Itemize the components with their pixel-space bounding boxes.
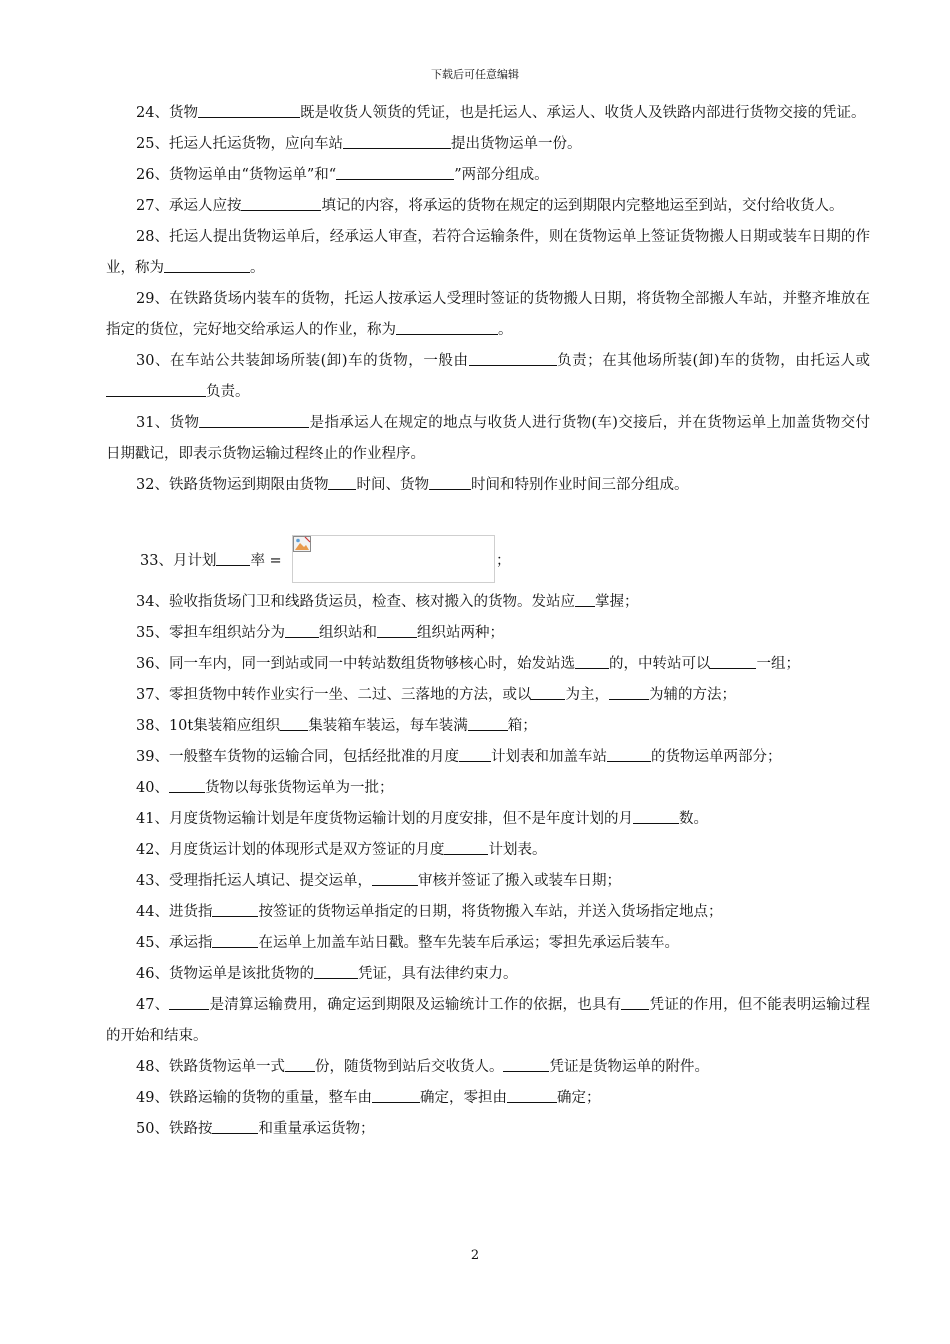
answer-blank[interactable] xyxy=(285,623,319,638)
question-45: 45、承运指 在运单上加盖车站日戳。整车先装车后承运；零担先承运后装车。 xyxy=(136,935,679,951)
answer-blank[interactable] xyxy=(336,165,454,180)
question-41: 41、月度货物运输计划是年度货物运输计划的月度安排，但不是年度计划的月 数。 xyxy=(136,811,708,827)
spacer xyxy=(106,501,870,535)
answer-blank[interactable] xyxy=(609,685,649,700)
answer-blank[interactable] xyxy=(343,134,451,149)
formula-image-placeholder xyxy=(292,535,495,583)
question-33: 33、月计划 率 = ； xyxy=(106,535,870,587)
answer-blank[interactable] xyxy=(621,995,649,1010)
question-25: 25、托运人托运货物，应向车站 提出货物运单一份。 xyxy=(136,136,582,152)
answer-blank[interactable] xyxy=(377,623,417,638)
answer-blank[interactable] xyxy=(372,1088,420,1103)
answer-blank[interactable] xyxy=(607,747,651,762)
answer-blank[interactable] xyxy=(469,351,557,366)
question-36: 36、同一车内，同一到站或同一中转站数组货物够核心时，始发站选 的，中转站可以 一组； xyxy=(136,656,800,672)
question-42: 42、月度货运计划的体现形式是双方签证的月度 计划表。 xyxy=(136,842,547,858)
answer-blank[interactable] xyxy=(314,964,358,979)
answer-blank[interactable] xyxy=(444,840,488,855)
answer-blank[interactable] xyxy=(372,871,418,886)
question-34: 34、验收指货场门卫和线路货运员，检查、核对搬入的货物。发站应 掌握； xyxy=(136,594,639,610)
question-24: 24、货物 既是收货人领货的凭证，也是托运人、承运人、收货人及铁路内部进行货物交接的凭证。 xyxy=(136,105,866,121)
question-50: 50、铁路按 和重量承运货物； xyxy=(136,1121,375,1137)
answer-blank[interactable] xyxy=(198,103,300,118)
answer-blank[interactable] xyxy=(169,995,209,1010)
broken-image-icon xyxy=(293,536,311,552)
answer-blank[interactable] xyxy=(328,475,356,490)
page-header: 下载后可任意编辑 xyxy=(431,68,519,81)
answer-blank[interactable] xyxy=(280,716,308,731)
question-43: 43、受理指托运人填记、提交运单， 审核并签证了搬入或装车日期； xyxy=(136,873,621,889)
answer-blank[interactable] xyxy=(507,1088,557,1103)
answer-blank[interactable] xyxy=(575,592,595,607)
answer-blank[interactable] xyxy=(285,1057,315,1072)
question-39: 39、一般整车货物的运输合同，包括经批准的月度 计划表和加盖车站 的货物运单两部分； xyxy=(136,749,782,765)
question-47: 47、 是清算运输费用，确定运到期限及运输统计工作的依据，也具有 凭证的作用，但不能表明运输过程的开始和结束。 xyxy=(106,997,871,1044)
question-37: 37、零担货物中转作业实行一坐、二过、三落地的方法，或以 为主， 为辅的方法； xyxy=(136,687,736,703)
question-list xyxy=(106,98,870,1145)
answer-blank[interactable] xyxy=(575,654,609,669)
question-27: 27、承运人应按 填记的内容，将承运的货物在规定的运到期限内完整地运至到站，交付给收货人。 xyxy=(136,198,844,214)
question-28: 28、托运人提出货物运单后，经承运人审查，若符合运输条件，则在货物运单上签证货物搬人日期或装车日期的作业，称为 。 xyxy=(106,229,870,276)
answer-blank[interactable] xyxy=(199,413,309,428)
answer-blank[interactable] xyxy=(212,933,258,948)
answer-blank[interactable] xyxy=(396,320,498,335)
question-46: 46、货物运单是该批货物的 凭证，具有法律约束力。 xyxy=(136,966,518,982)
answer-blank[interactable] xyxy=(216,551,250,566)
question-26: 26、货物运单由“货物运单”和“ ”两部分组成。 xyxy=(136,167,549,183)
question-44: 44、进货指 按签证的货物运单指定的日期，将货物搬入车站，并送入货场指定地点； xyxy=(136,904,723,920)
answer-blank[interactable] xyxy=(106,382,206,397)
answer-blank[interactable] xyxy=(531,685,565,700)
question-48: 48、铁路货物运单一式 份，随货物到站后交收货人。 凭证是货物运单的附件。 xyxy=(136,1059,709,1075)
question-38: 38、10t集装箱应组织 集装箱车装运，每车装满 箱； xyxy=(136,718,537,734)
page-number: 2 xyxy=(470,1248,480,1263)
question-31: 31、货物 是指承运人在规定的地点与收货人进行货物(车)交接后，并在货物运单上加盖货物交付日期戳记，即表示货物运输过程终止的作业程序。 xyxy=(106,415,871,462)
question-29: 29、在铁路货场内装车的货物，托运人按承运人受理时签证的货物搬人日期，将货物全部搬人车站，并整齐堆放在指定的货位，完好地交给承运人的作业，称为 。 xyxy=(106,291,870,338)
answer-blank[interactable] xyxy=(429,475,471,490)
question-33-label: 33、月计划 率 = xyxy=(140,553,282,569)
answer-blank[interactable] xyxy=(212,1119,258,1134)
answer-blank[interactable] xyxy=(212,902,258,917)
question-32: 32、铁路货物运到期限由货物 时间、货物 时间和特别作业时间三部分组成。 xyxy=(136,477,689,493)
question-49: 49、铁路运输的货物的重量，整车由 确定，零担由 确定； xyxy=(136,1090,601,1106)
answer-blank[interactable] xyxy=(468,716,508,731)
question-30: 30、在车站公共装卸场所装(卸)车的货物，一般由 负责；在其他场所装(卸)车的货物，由托运人或负责。 xyxy=(106,346,870,408)
answer-blank[interactable] xyxy=(710,654,756,669)
answer-blank[interactable] xyxy=(241,196,321,211)
answer-blank[interactable] xyxy=(164,258,250,273)
answer-blank[interactable] xyxy=(633,809,679,824)
answer-blank[interactable] xyxy=(503,1057,549,1072)
answer-blank[interactable] xyxy=(169,778,205,793)
question-40: 40、 货物以每张货物运单为一批； xyxy=(136,780,394,796)
answer-blank[interactable] xyxy=(459,747,491,762)
question-35: 35、零担车组织站分为 组织站和 组织站两种； xyxy=(136,625,504,641)
